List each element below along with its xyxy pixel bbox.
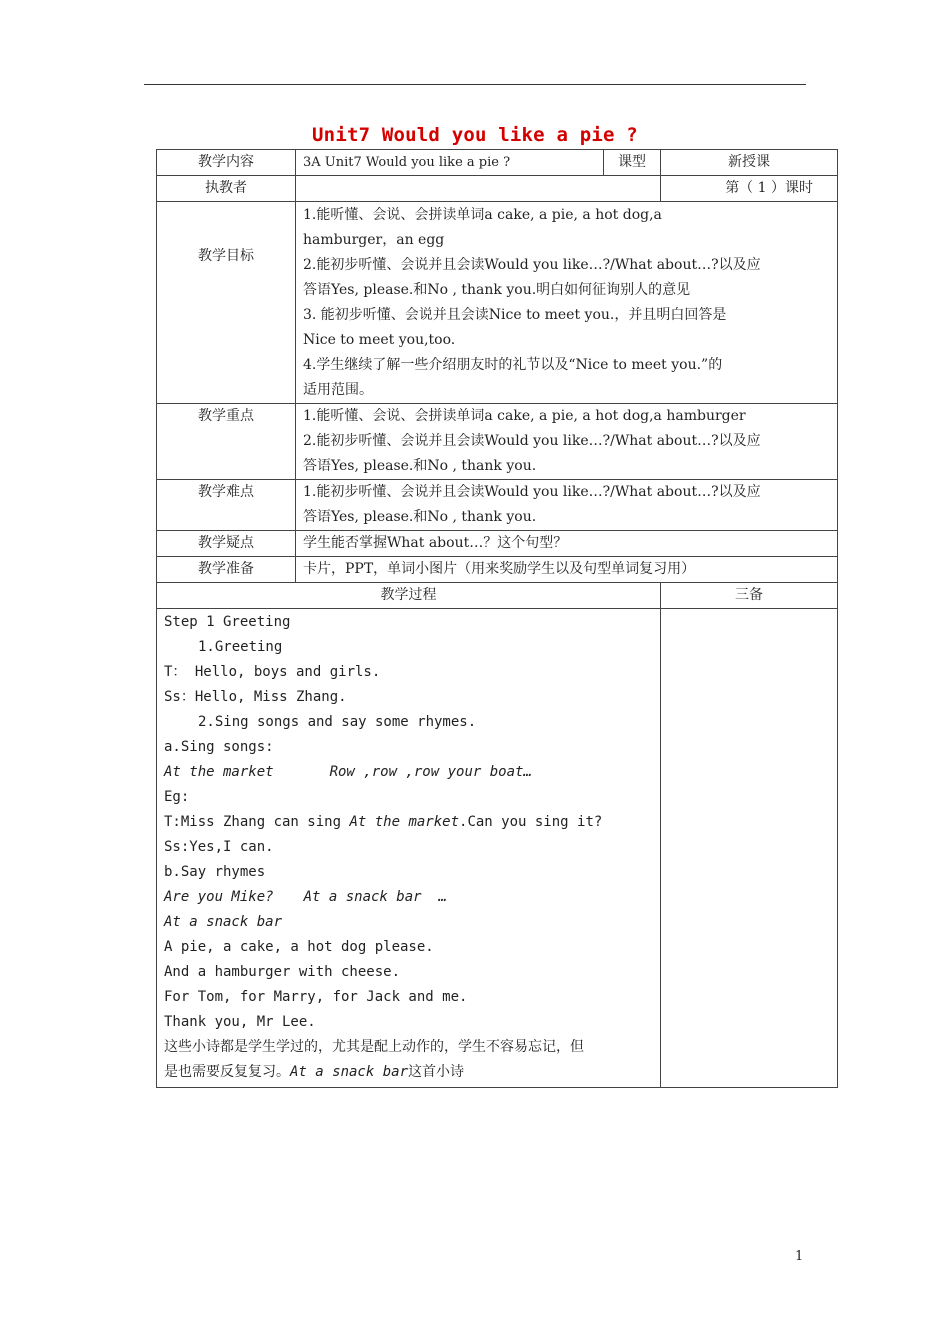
key-point-line: 2.能初步听懂、会说并且会读Would you like…?/What about…?以及应 bbox=[303, 433, 761, 449]
difficulties-content bbox=[296, 480, 838, 531]
key-points-row bbox=[157, 404, 838, 480]
process-line: T： Hello, boys and girls. bbox=[164, 664, 381, 680]
process-line: a.Sing songs: bbox=[164, 739, 274, 755]
process-header: 教学过程 bbox=[157, 583, 661, 609]
process-line: Thank you, Mr Lee. bbox=[164, 1014, 316, 1030]
objective-line: 3. 能初步听懂、会说并且会读Nice to meet you.，并且明白回答是 bbox=[303, 307, 727, 323]
key-points-content bbox=[296, 404, 838, 480]
process-line bbox=[164, 760, 653, 785]
process-line bbox=[164, 1060, 653, 1085]
process-line: Eg: bbox=[164, 789, 190, 805]
process-line: Step 1 Greeting bbox=[164, 614, 291, 630]
process-row bbox=[157, 609, 838, 1088]
teacher-row bbox=[157, 176, 838, 202]
key-point-line: 答语Yes, please.和No , thank you. bbox=[303, 458, 537, 474]
type-label: 课型 bbox=[604, 150, 661, 176]
difficulties-row bbox=[157, 480, 838, 531]
lesson-plan-table bbox=[156, 149, 838, 1088]
song-title: At the market bbox=[164, 764, 274, 780]
teacher-label: 执教者 bbox=[157, 176, 296, 202]
content-label: 教学内容 bbox=[157, 150, 296, 176]
process-line: And a hamburger with cheese. bbox=[164, 964, 401, 980]
document-title: Unit7 Would you like a pie ? bbox=[312, 124, 638, 146]
process-line: b.Say rhymes bbox=[164, 864, 266, 880]
rhyme-title: At a snack bar … bbox=[303, 889, 447, 905]
objective-line: 答语Yes, please.和No , thank you.明白如何征询别人的意见 bbox=[303, 282, 691, 298]
difficulty-line: 答语Yes, please.和No , thank you. bbox=[303, 509, 537, 525]
objectives-label: 教学目标 bbox=[157, 202, 296, 404]
process-text: 是也需要反复复习。 bbox=[164, 1064, 290, 1080]
process-line bbox=[164, 885, 653, 910]
type-value: 新授课 bbox=[661, 150, 838, 176]
difficulty-line: 1.能初步听懂、会说并且会读Would you like…?/What about…?以及应 bbox=[303, 484, 761, 500]
content-value: 3A Unit7 Would you like a pie ? bbox=[296, 150, 604, 176]
process-line: A pie, a cake, a hot dog please. bbox=[164, 939, 434, 955]
song-title: At the market bbox=[349, 814, 460, 830]
process-line: 2.Sing songs and say some rhymes. bbox=[198, 714, 477, 730]
process-line: 1.Greeting bbox=[198, 639, 283, 655]
notes-content bbox=[661, 609, 838, 1088]
objective-line: Nice to meet you,too. bbox=[303, 332, 456, 348]
process-text: .Can you sing it? bbox=[459, 814, 603, 830]
objective-line: 2.能初步听懂、会说并且会读Would you like…?/What about…?以及应 bbox=[303, 257, 761, 273]
key-point-line: 1.能听懂、会说、会拼读单词a cake, a pie, a hot dog,a hamburger bbox=[303, 408, 746, 424]
page-number: 1 bbox=[795, 1249, 804, 1264]
process-header-row bbox=[157, 583, 838, 609]
doubts-label: 教学疑点 bbox=[157, 531, 296, 557]
preparation-value: 卡片，PPT，单词小图片（用来奖励学生以及句型单词复习用） bbox=[296, 557, 838, 583]
rhyme-title: At a snack bar bbox=[290, 1064, 409, 1080]
preparation-label: 教学准备 bbox=[157, 557, 296, 583]
process-line: For Tom, for Marry, for Jack and me. bbox=[164, 989, 468, 1005]
objective-line: 1.能听懂、会说、会拼读单词a cake, a pie, a hot dog,a bbox=[303, 207, 662, 223]
song-title: Row ,row ,row your boat… bbox=[329, 764, 532, 780]
process-line: Ss:Yes,I can. bbox=[164, 839, 274, 855]
teacher-value bbox=[296, 176, 661, 202]
process-line: 这些小诗都是学生学过的，尤其是配上动作的，学生不容易忘记，但 bbox=[164, 1039, 584, 1055]
process-text: 这首小诗 bbox=[408, 1064, 465, 1080]
key-points-label: 教学重点 bbox=[157, 404, 296, 480]
notes-header: 三备 bbox=[661, 583, 838, 609]
process-line: At a snack bar bbox=[164, 914, 283, 930]
doubts-value: 学生能否掌握What about…？这个句型？ bbox=[296, 531, 838, 557]
objective-line: 适用范围。 bbox=[303, 382, 373, 398]
rhyme-title: Are you Mike? bbox=[164, 889, 274, 905]
process-content bbox=[157, 609, 661, 1088]
doubts-row bbox=[157, 531, 838, 557]
header-rule bbox=[144, 84, 806, 85]
objectives-row bbox=[157, 202, 838, 404]
objective-line: 4.学生继续了解一些介绍朋友时的礼节以及“Nice to meet you.”的 bbox=[303, 357, 723, 373]
objectives-content bbox=[296, 202, 838, 404]
period-value: 第（ 1 ）课时 bbox=[661, 176, 838, 202]
content-row bbox=[157, 150, 838, 176]
process-line: Ss：Hello, Miss Zhang. bbox=[164, 689, 347, 705]
preparation-row bbox=[157, 557, 838, 583]
process-line bbox=[164, 810, 653, 835]
process-text: T:Miss Zhang can sing bbox=[164, 814, 350, 830]
difficulties-label: 教学难点 bbox=[157, 480, 296, 531]
objective-line: hamburger，an egg bbox=[303, 232, 445, 248]
